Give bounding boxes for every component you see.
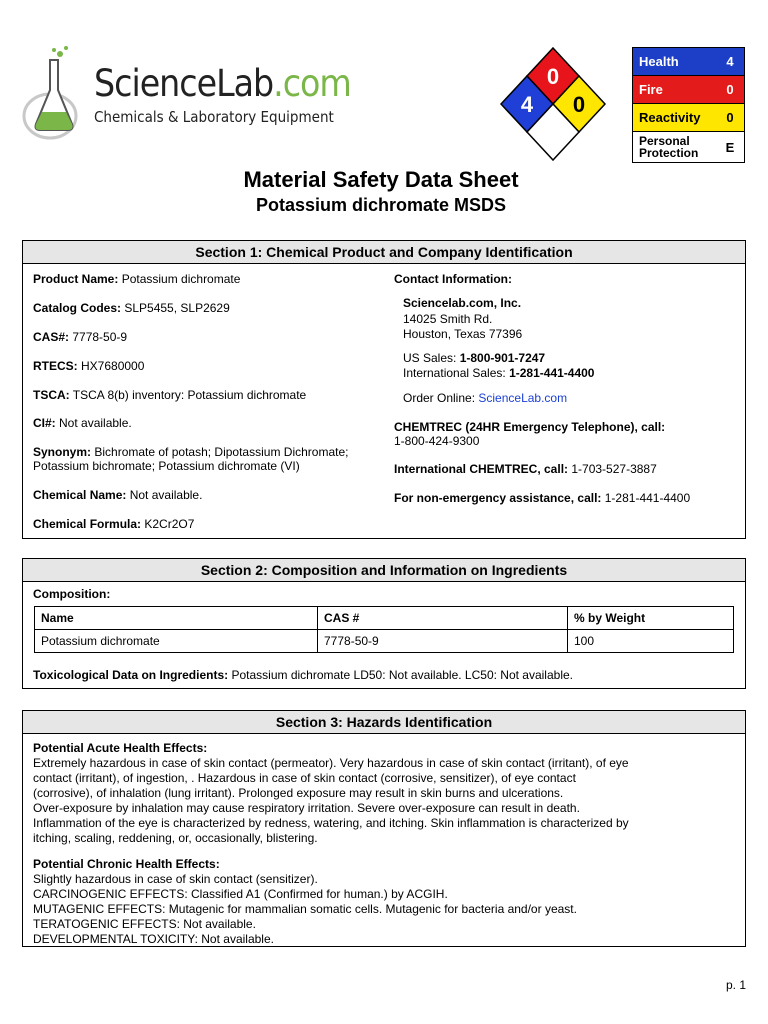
logo-tagline: Chemicals & Laboratory Equipment (94, 108, 334, 126)
hmis-label (632, 47, 745, 163)
flask-icon (20, 46, 90, 142)
section-2-heading: Section 2: Composition and Information on Ingredients (23, 559, 745, 582)
us-sales: US Sales: 1-800-901-7247 (403, 351, 546, 365)
intl-sales: International Sales: 1-281-441-4400 (403, 366, 595, 380)
nfpa-health-value: 4 (520, 92, 534, 117)
acute-effects: Potential Acute Health Effects: Extremely hazardous in case of skin contact (permeator). Very hazardous in case of skin contact (irritant), of eye contact (irritant), of ingestion, . Hazardous in case of skin contact (corrosive, sensitizer), of eye contact (corrosive), of inhalation (lung irritant). Prolonged exposure may result in skin burns and ulcerations. Over-exposure by inhalation may cause respiratory irritation. Severe over-exposure can result in death. Inflammation of the eye is characterized by redness, watering, and itching. Skin inflammation is characterized by itching, scaling, reddening, or, occasionally, blistering. (33, 741, 629, 845)
company-name: Sciencelab.com, Inc. (403, 296, 522, 310)
order-online: Order Online: ScienceLab.com (403, 391, 568, 405)
tsca: TSCA: TSCA 8(b) inventory: Potassium dichromate (33, 388, 307, 402)
toxicological-data: Toxicological Data on Ingredients: Potassium dichromate LD50: Not available. LC50: Not available. (33, 668, 573, 682)
non-emergency: For non-emergency assistance, call: 1-281-441-4400 (394, 491, 691, 505)
chemtrec-label: CHEMTREC (24HR Emergency Telephone), call: (394, 420, 666, 434)
chronic-effects: Potential Chronic Health Effects: Slightly hazardous in case of skin contact (sensitizer). CARCINOGENIC EFFECTS: Classified A1 (Confirmed for human.) by ACGIH. MUTAGENIC EFFECTS: Mutagenic for mammalian somatic cells. Mutagenic for bacteria and/or yeast. TERATOGENIC EFFECTS: Not available. DEVELOPMENTAL TOXICITY: Not available. (33, 857, 577, 946)
composition-label: Composition: (33, 587, 111, 601)
order-online-link[interactable]: ScienceLab.com (478, 391, 568, 405)
hmis-fire-row: Fire 0 (632, 75, 745, 103)
logo-wordmark: ScienceLab.com (94, 62, 351, 105)
hmis-health-row: Health 4 (632, 47, 745, 75)
hmis-reactivity-row: Reactivity 0 (632, 103, 745, 131)
page-number: p. 1 (725, 978, 746, 992)
page-title: Material Safety Data Sheet (243, 167, 519, 192)
address-line-1: 14025 Smith Rd. (403, 312, 493, 326)
section-2 (22, 558, 746, 689)
hmis-protection-row: Personal Protection E (632, 131, 745, 163)
column-header: Name (35, 607, 318, 630)
sciencelab-logo (20, 46, 351, 142)
rtecs: RTECS: HX7680000 (33, 359, 145, 373)
product-name: Product Name: Potassium dichromate (33, 272, 241, 286)
section-3-heading: Section 3: Hazards Identification (23, 711, 745, 734)
section-1 (22, 240, 746, 539)
column-header: % by Weight (568, 607, 734, 630)
contact-heading: Contact Information: (394, 272, 512, 286)
ci-number: CI#: Not available. (33, 416, 132, 430)
intl-chemtrec: International CHEMTREC, call: 1-703-527-3887 (394, 462, 657, 476)
nfpa-fire-value: 0 (546, 64, 560, 89)
cas-number: CAS#: 7778-50-9 (33, 330, 128, 344)
chemtrec-number: 1-800-424-9300 (394, 434, 480, 448)
composition-table (34, 606, 734, 653)
table-cell: 7778-50-9 (318, 630, 568, 653)
chemical-name: Chemical Name: Not available. (33, 488, 203, 502)
synonym-cont: Potassium bichromate; Potassium dichromate (VI) (33, 459, 300, 473)
section-3 (22, 710, 746, 947)
nfpa-reactivity-value: 0 (572, 92, 586, 117)
synonym: Synonym: Bichromate of potash; Dipotassium Dichromate; (33, 445, 349, 459)
table-cell: 100 (568, 630, 734, 653)
section-1-heading: Section 1: Chemical Product and Company Identification (23, 241, 745, 264)
table-cell: Potassium dichromate (35, 630, 318, 653)
column-header: CAS # (318, 607, 568, 630)
catalog-codes: Catalog Codes: SLP5455, SLP2629 (33, 301, 230, 315)
chemical-formula: Chemical Formula: K2Cr2O7 (33, 517, 195, 531)
table-row (35, 630, 734, 653)
table-header-row (35, 607, 734, 630)
page-subtitle: Potassium dichromate MSDS (255, 195, 507, 215)
nfpa-diamond (500, 46, 610, 164)
address-line-2: Houston, Texas 77396 (403, 327, 523, 341)
